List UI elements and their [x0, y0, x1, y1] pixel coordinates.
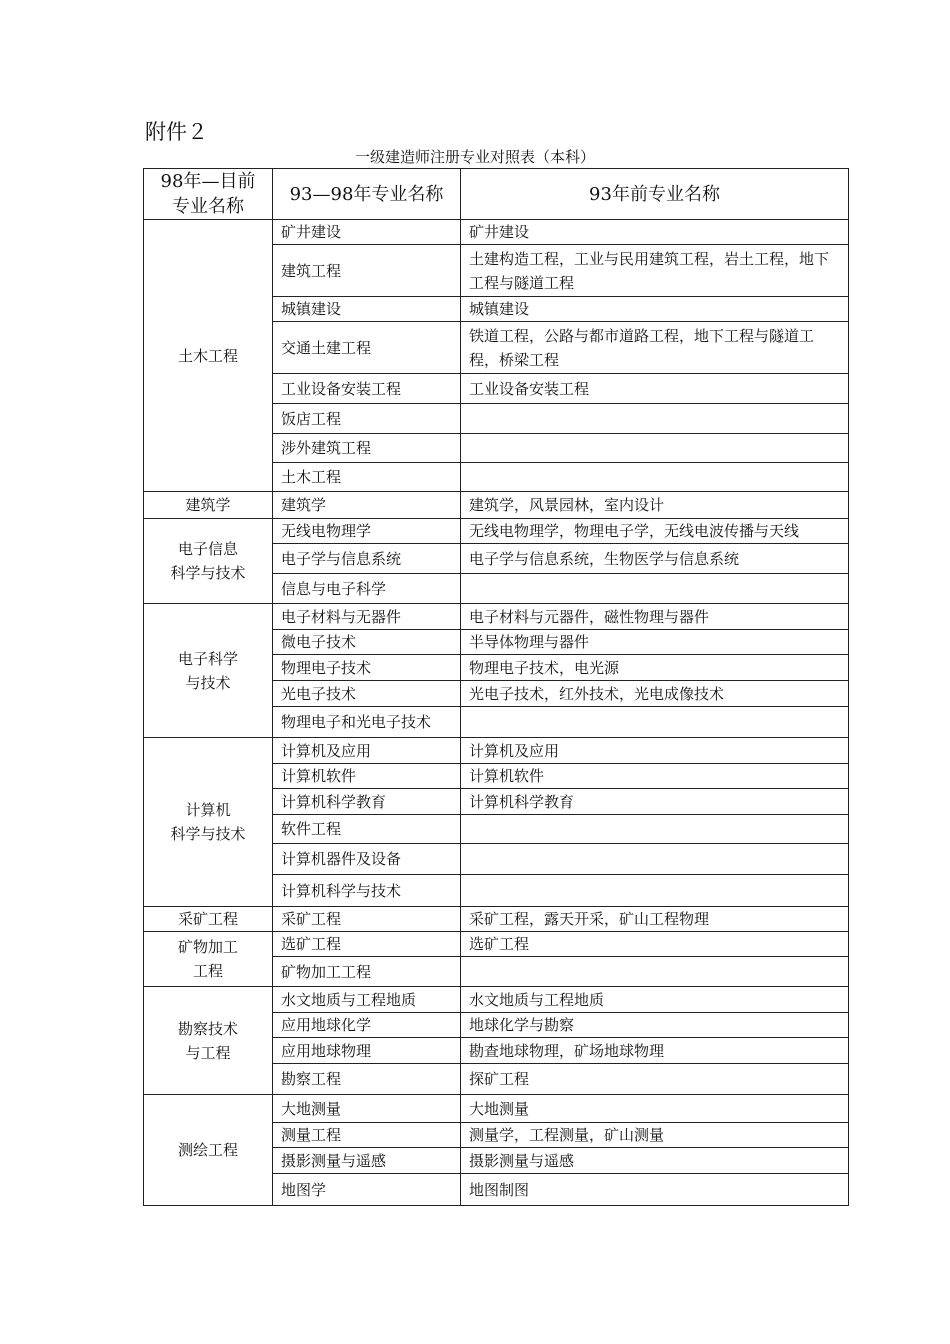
group-name-cell: 建筑学 — [144, 492, 273, 519]
old-major-cell: 物理电子技术，电光源 — [461, 655, 849, 681]
mid-major-cell: 饭店工程 — [273, 404, 461, 434]
mid-major-cell: 勘察工程 — [273, 1064, 461, 1095]
old-major-cell: 半导体物理与器件 — [461, 630, 849, 655]
table-row — [144, 907, 849, 932]
group-name-cell: 电子信息 科学与技术 — [144, 519, 273, 604]
table-row — [144, 519, 849, 544]
header-row — [144, 169, 849, 220]
old-major-cell: 计算机及应用 — [461, 738, 849, 764]
old-major-cell: 计算机软件 — [461, 764, 849, 789]
old-major-cell: 城镇建设 — [461, 297, 849, 322]
mid-major-cell: 计算机软件 — [273, 764, 461, 789]
old-major-cell: 水文地质与工程地质 — [461, 987, 849, 1013]
group-name-cell: 勘察技术 与工程 — [144, 987, 273, 1095]
table-row — [144, 604, 849, 630]
mid-major-cell: 计算机器件及设备 — [273, 844, 461, 875]
mid-major-cell: 建筑工程 — [273, 245, 461, 297]
old-major-cell: 大地测量 — [461, 1095, 849, 1123]
group-name-cell: 土木工程 — [144, 220, 273, 492]
old-major-cell: 地图制图 — [461, 1174, 849, 1206]
mid-major-cell: 计算机及应用 — [273, 738, 461, 764]
mid-major-cell: 矿井建设 — [273, 220, 461, 245]
old-major-cell: 土建构造工程，工业与民用建筑工程，岩土工程，地下工程与隧道工程 — [461, 245, 849, 297]
old-major-cell: 矿井建设 — [461, 220, 849, 245]
old-major-cell: 铁道工程，公路与都市道路工程，地下工程与隧道工程，桥梁工程 — [461, 322, 849, 374]
old-major-cell — [461, 957, 849, 987]
mid-major-cell: 城镇建设 — [273, 297, 461, 322]
table-caption: 一级建造师注册专业对照表（本科） — [354, 148, 595, 166]
mid-major-cell: 计算机科学教育 — [273, 789, 461, 815]
table-row — [144, 492, 849, 519]
table-row — [144, 738, 849, 764]
old-major-cell: 选矿工程 — [461, 932, 849, 957]
mid-major-cell: 地图学 — [273, 1174, 461, 1206]
old-major-cell — [461, 875, 849, 907]
header-93-98-major: 93—98年专业名称 — [273, 169, 461, 220]
old-major-cell — [461, 815, 849, 844]
group-name-cell: 计算机 科学与技术 — [144, 738, 273, 907]
mid-major-cell: 水文地质与工程地质 — [273, 987, 461, 1013]
old-major-cell: 计算机科学教育 — [461, 789, 849, 815]
mid-major-cell: 光电子技术 — [273, 681, 461, 707]
group-name-cell: 测绘工程 — [144, 1095, 273, 1206]
mid-major-cell: 交通土建工程 — [273, 322, 461, 374]
mid-major-cell: 物理电子技术 — [273, 655, 461, 681]
old-major-cell: 测量学，工程测量，矿山测量 — [461, 1123, 849, 1148]
mid-major-cell: 矿物加工工程 — [273, 957, 461, 987]
mid-major-cell: 采矿工程 — [273, 907, 461, 932]
old-major-cell: 电子材料与元器件，磁性物理与器件 — [461, 604, 849, 630]
old-major-cell: 建筑学，风景园林，室内设计 — [461, 492, 849, 519]
mid-major-cell: 应用地球化学 — [273, 1013, 461, 1038]
old-major-cell: 采矿工程，露天开采，矿山工程物理 — [461, 907, 849, 932]
mid-major-cell: 信息与电子科学 — [273, 574, 461, 604]
table-row — [144, 220, 849, 245]
old-major-cell — [461, 404, 849, 434]
old-major-cell: 探矿工程 — [461, 1064, 849, 1095]
group-name-cell: 电子科学 与技术 — [144, 604, 273, 738]
mid-major-cell: 电子材料与无器件 — [273, 604, 461, 630]
old-major-cell: 电子学与信息系统，生物医学与信息系统 — [461, 544, 849, 574]
table-row — [144, 987, 849, 1013]
mid-major-cell: 测量工程 — [273, 1123, 461, 1148]
old-major-cell: 无线电物理学，物理电子学，无线电波传播与天线 — [461, 519, 849, 544]
mid-major-cell: 工业设备安装工程 — [273, 374, 461, 404]
group-name-cell: 矿物加工 工程 — [144, 932, 273, 987]
table-row — [144, 1095, 849, 1123]
old-major-cell — [461, 434, 849, 463]
old-major-cell: 地球化学与勘察 — [461, 1013, 849, 1038]
header-pre-93-major: 93年前专业名称 — [461, 169, 849, 220]
mid-major-cell: 软件工程 — [273, 815, 461, 844]
mid-major-cell: 微电子技术 — [273, 630, 461, 655]
old-major-cell — [461, 574, 849, 604]
attachment-label: 附件２ — [145, 120, 208, 144]
header-current-major: 98年—目前专业名称 — [144, 169, 273, 220]
mid-major-cell: 电子学与信息系统 — [273, 544, 461, 574]
mid-major-cell: 物理电子和光电子技术 — [273, 707, 461, 738]
mid-major-cell: 应用地球物理 — [273, 1038, 461, 1064]
mid-major-cell: 无线电物理学 — [273, 519, 461, 544]
mid-major-cell: 计算机科学与技术 — [273, 875, 461, 907]
old-major-cell — [461, 844, 849, 875]
mid-major-cell: 建筑学 — [273, 492, 461, 519]
major-comparison-table — [143, 168, 849, 1206]
mid-major-cell: 选矿工程 — [273, 932, 461, 957]
old-major-cell: 工业设备安装工程 — [461, 374, 849, 404]
table-body — [144, 220, 849, 1206]
old-major-cell: 勘查地球物理，矿场地球物理 — [461, 1038, 849, 1064]
mid-major-cell: 涉外建筑工程 — [273, 434, 461, 463]
old-major-cell — [461, 707, 849, 738]
mid-major-cell: 土木工程 — [273, 463, 461, 492]
old-major-cell — [461, 463, 849, 492]
mid-major-cell: 摄影测量与遥感 — [273, 1148, 461, 1174]
mid-major-cell: 大地测量 — [273, 1095, 461, 1123]
old-major-cell: 光电子技术，红外技术，光电成像技术 — [461, 681, 849, 707]
table-row — [144, 932, 849, 957]
group-name-cell: 采矿工程 — [144, 907, 273, 932]
old-major-cell: 摄影测量与遥感 — [461, 1148, 849, 1174]
